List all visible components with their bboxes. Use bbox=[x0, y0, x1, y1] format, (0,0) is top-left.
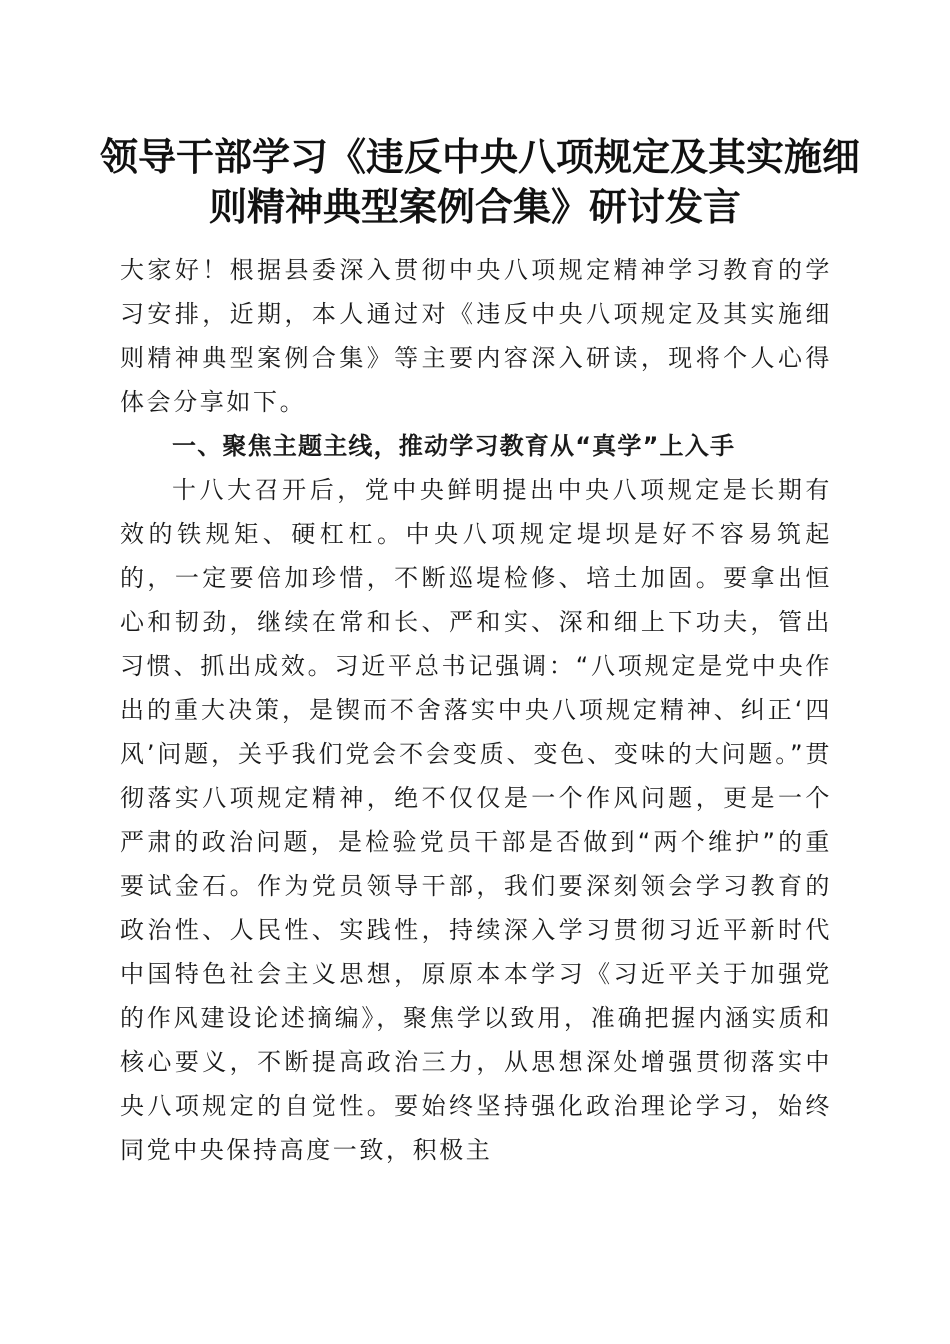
document-title bbox=[100, 132, 861, 232]
section-1-paragraph: 十八大召开后，党中央鲜明提出中央八项规定是长期有效的铁规矩、硬杠杠。中央八项规定堤坝是好不容易筑起的，一定要倍加珍惜，不断巡堤检修、培土加固。要拿出恒心和韧劲，继续在常和长、严和实、深和细上下功夫，管出习惯、抓出成效。习近平总书记强调：“八项规定是党中央作出的重大决策，是锲而不舍落实中央八项规定精神、纠正‘四风’问题，关乎我们党会不会变质、变色、变味的大问题。”贯彻落实八项规定精神，绝不仅仅是一个作风问题，更是一个严肃的政治问题，是检验党员干部是否做到“两个维护”的重要试金石。作为党员领导干部，我们要深刻领会学习教育的政治性、人民性、实践性，持续深入学习贯彻习近平新时代中国特色社会主义思想，原原本本学习《习近平关于加强党的作风建设论述摘编》，聚焦学以致用，准确把握内涵实质和核心要义，不断提高政治三力，从思想深处增强贯彻落实中央八项规定的自觉性。要始终坚持强化政治理论学习，始终同党中央保持高度一致，积极主 bbox=[120, 476, 832, 1164]
intro-paragraph: 大家好！根据县委深入贯彻中央八项规定精神学习教育的学习安排，近期，本人通过对《违反中央八项规定及其实施细则精神典型案例合集》等主要内容深入研读，现将个人心得体会分享如下。 bbox=[120, 256, 832, 416]
document-body bbox=[120, 248, 832, 1172]
section-heading-1: 一、聚焦主题主线，推动学习教育从“真学”上入手 bbox=[172, 432, 736, 460]
title-line-2: 则精神典型案例合集》研讨发言 bbox=[208, 184, 741, 229]
title-line-1: 领导干部学习《违反中央八项规定及其实施细 bbox=[100, 134, 861, 179]
